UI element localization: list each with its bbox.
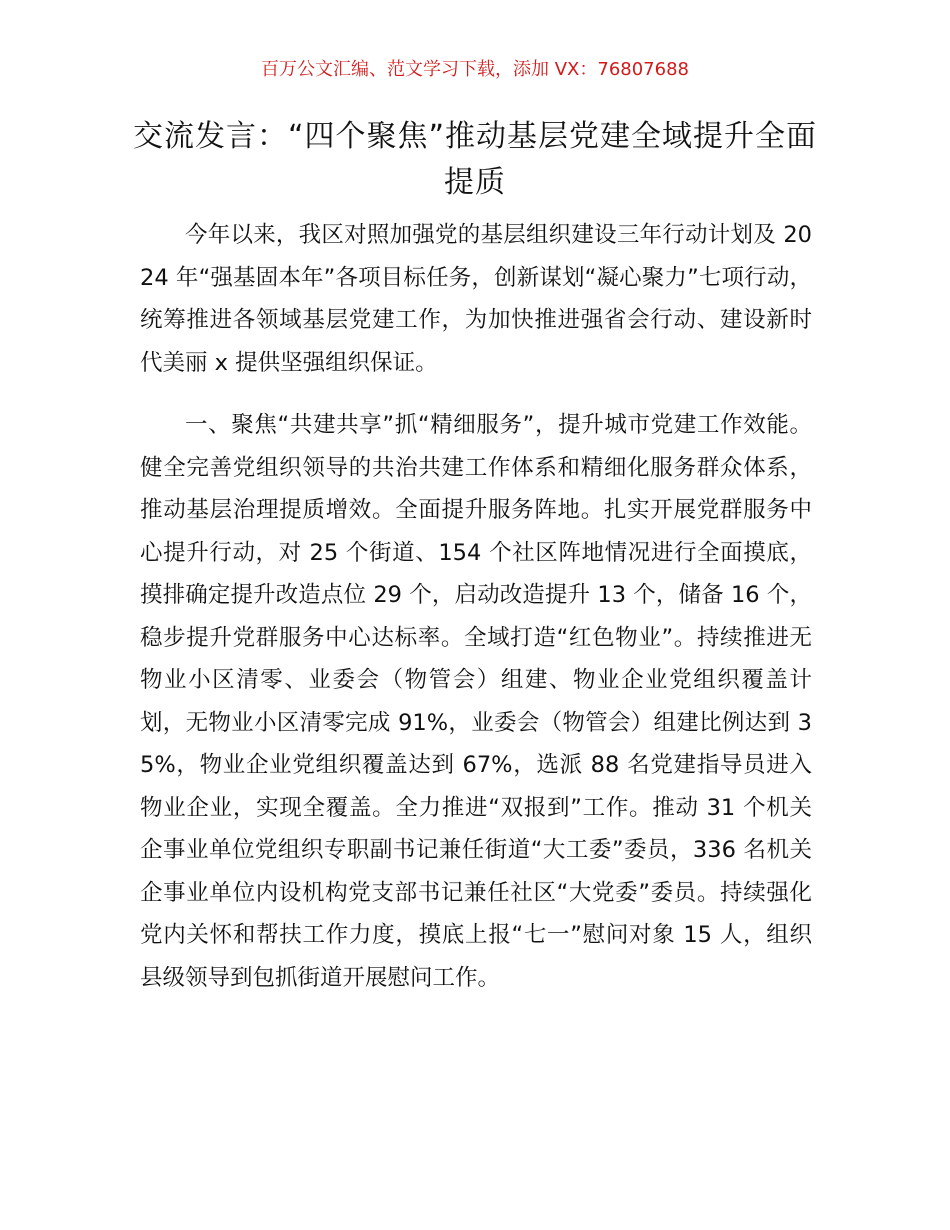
document-body [140,214,812,1019]
paragraph-intro: 今年以来，我区对照加强党的基层组织建设三年行动计划及 2024 年“强基固本年”各项目标任务，创新谋划“凝心聚力”七项行动，统筹推进各领域基层党建工作，为加快推进强省会行动、建设新时代美丽 x 提供坚强组织保证。 [140,222,812,376]
document-title: 交流发言：“四个聚焦”推动基层党建全域提升全面提质 [132,119,818,200]
watermark-header: 百万公文汇编、范文学习下载，添加 VX：76807688 [261,59,689,80]
paragraph-section-one: 一、聚焦“共建共享”抓“精细服务”，提升城市党建工作效能。健全完善党组织领导的共治共建工作体系和精细化服务群众体系，推动基层治理提质增效。全面提升服务阵地。扎实开展党群服务中心提升行动，对 25 个街道、154 个社区阵地情况进行全面摸底，摸排确定提升改造点位 29 个，启动改造提升 13 个，储备 16 个，稳步提升党群服务中心达标率。全域打造“红色物业”。持续推进无物业小区清零、业委会（物管会）组建、物业企业党组织覆盖计划，无物业小区清零完成 91%，业委会（物管会）组建比例达到 35%，物业企业党组织覆盖达到 67%，选派 88 名党建指导员进入物业企业，实现全覆盖。全力推进“双报到”工作。推动 31 个机关企事业单位党组织专职副书记兼任街道“大工委”委员，336 名机关企事业单位内设机构党支部书记兼任社区“大党委”委员。持续强化党内关怀和帮扶工作力度，摸底上报“七一”慰问对象 15 人，组织县级领导到包抓街道开展慰问工作。 [140,412,812,991]
